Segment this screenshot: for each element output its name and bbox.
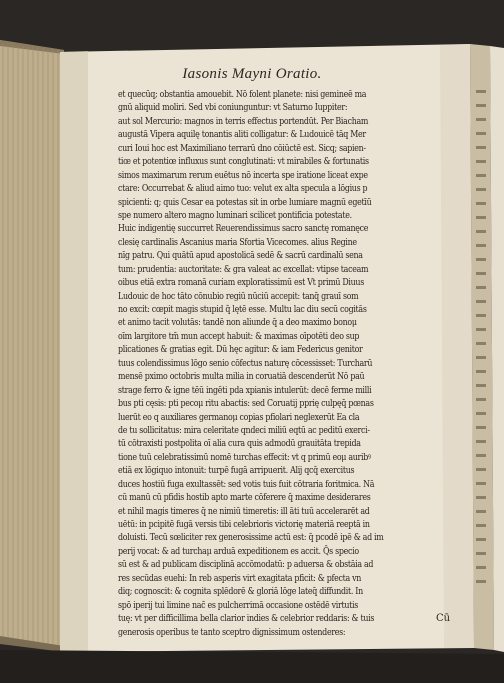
text-line: mensē pximo octobris multa milia in coruatiā descenderūt Nō paū [118,371,365,383]
text-line: et animo tacit volutās: tandē non aliunde q̄ a deo maximo bonoμ [118,317,357,329]
text-line: doluisti. Tecū sœliciter rex generosissime actū est: q̄ pcodē ipē & ad im [118,532,384,544]
text-line: tuus colendissimus lōgo senio cōfectus naturę cōcessisset: Turcharū [118,357,373,369]
text-line: luerūt eo q auxiliares germanoμ copias pfiolari neglexerūt Ea cla [118,411,360,423]
text-line: curi Ioui hoc est Maximiliano terrarū dno cōiūctē est. Sicq; sapien- [118,142,366,154]
text-line: simos maximarum rerum euētus nō incerta spe iratione liceat expe [118,169,368,181]
text-line: aut sol Mercurio: magnos in terris effectus portendūt. Per Biacham [118,115,369,127]
text-line: no excit: cœpit magis stupid q̄ lętē esse. Multu lac diu secū cogitās [118,304,367,315]
text-line: et nihil magis timeres q̄ ne nimiū timeretis: ill āti tuū accelerarēt ad [118,505,370,517]
text-line: diq; cognoscit: & cognita splēdorē & gloriā lōge lateq̄ diffundit. In [118,586,363,598]
text-line: etiā ex lōgiquo intonuit: turpē fugā arripuerit. Alij qcq̄ exercitus [118,465,355,477]
text-line: tum: prudentia: auctoritate: & gra valeat ac excellat: vtipse taceam [118,263,369,275]
text-line: plicationes & gratias egit. Dū hęc agitur: & iam Federicus genitor [118,344,363,356]
text-line: strage ferro & igne tēū ingēti pda xpianis intulerūt: decē ferme milli [118,384,372,396]
text-line: augustā Vipera aquilę tonantis aliti colligatur: & Ludouicē tāq Mer [118,129,366,141]
bottom-shadow [0,650,504,683]
text-line: gnū aliquid moliri. Sed vbi coniunguntur: vt Saturno Iuppiter: [118,102,348,114]
text-line: duces hostiū fuga exultassēt: sed votis tuis fuit cōtraria foritmica. Nā [118,478,375,490]
text-line: de tu sollicitatus: mira celeritate qndeci miliū eqtū ac peditū exerci- [118,424,370,436]
text-line: uētū: in pcipitē fugā versis tibi celebrioris victorię materiā reeptā in [118,519,370,530]
text-line: tū cōtraxisti postpolita oī alia cura quis admodū grauitāta trepida [118,438,361,450]
text-line: tione tuū celebratissimū nomē turchas effecit: vt q primū eoμ auribꝰ [118,451,371,463]
text-line: perij vocat: & ad turchaμ arduā expeditionem es accit. Q̄s specio [118,545,359,557]
text-line: nīg patru. Qui quātū apud apostolicā sedē & sacrū cardinalū sena [118,250,363,262]
catchword: Cū [436,613,451,624]
text-line: ctare: Occurrebat & aliud aimo tuo: velut ex alta specula a lōgius p [118,183,368,195]
text-line: generosis operibus te tanto sceptro dignissimum ostenderes: [118,626,346,638]
text-line: sū est & ad publicam disciplinā accōmodatū: p aduersa & obstāia ad [118,559,374,571]
text-line: tuę: vt per difficillima bella clarior indies & celebrior reddaris: & tuis [118,613,375,625]
text-line: spicienti: q; quis Cesar ea potestas sit in orbe lumiare magnū egetīū [118,196,372,208]
right-fore-edge [470,44,504,652]
text-line: oīm largitore tm̄ mun accept habuit: & maximas oīpotēti deo sup [118,330,360,342]
text-line: spe numero altero magno luminari scilicet pontificia potestate. [118,209,352,221]
left-page-stack [0,40,64,652]
text-line: spō iperij tui limine nac̄ es pulcherrimā occasione ostēdē virtutis [118,599,358,611]
text-line: Huic indigentię succurret Reuerendissimus sacro sanctę romanęce [118,223,369,235]
text-line: cū manū cū pfidis hostib apto marte cōferere q̄ maxime desiderares [118,492,371,504]
text-line: bus pti cęsis: pti pecoμ ritu abactis: sed Coruatij pprię culpęq̄ pœnas [118,398,374,410]
text-line: et quecūq; obstantia amouebit. Nō folent planete: nisi gemineē ma [118,89,367,100]
text-line: res secūdas euehi: In reb asperis virt exagitata pficit: & pfecta vn [118,572,362,584]
text-line: Ludouic de hoc tāto cōnubio regiū nūciū accepit: tanq̄ grauī som [118,290,359,302]
text-line: tiœ et potentiœ influxus sunt conglutinati: vt mirabiles & fortunatis [118,156,369,168]
running-head: Iasonis Mayni Oratio. [182,66,322,82]
text-line: oibus etiā extra romanā curiam exploratissimū est Vt primū Diuus [118,277,364,289]
text-block [118,88,458,638]
text-line: clesię cardinalis Ascanius maria Sfortia Vicecomes. alius Regine [118,236,357,248]
